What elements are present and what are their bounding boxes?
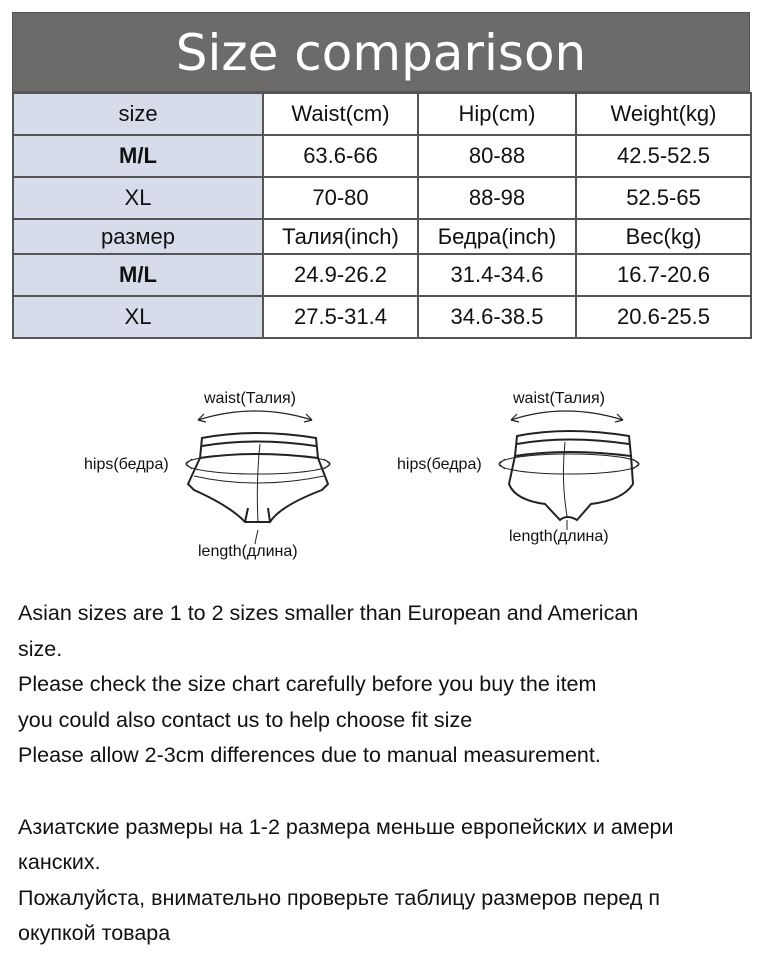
value-cell: 34.6-38.5	[418, 296, 576, 338]
size-cell: XL	[13, 296, 263, 338]
boyshort-diagram	[395, 380, 665, 560]
size-cell: M/L	[13, 254, 263, 296]
size-grid	[12, 92, 752, 339]
value-cell: 63.6-66	[263, 135, 418, 177]
table-row	[13, 135, 751, 177]
table-row	[13, 177, 751, 219]
header-cell: Weight(kg)	[576, 93, 751, 135]
note-line: Please allow 2-3cm differences due to manual measurement.	[18, 743, 601, 767]
header-cell: Талия(inch)	[263, 219, 418, 254]
brief-diagram	[80, 380, 350, 570]
size-cell: XL	[13, 177, 263, 219]
header-cell: Waist(cm)	[263, 93, 418, 135]
value-cell: 31.4-34.6	[418, 254, 576, 296]
brief-illustration	[80, 380, 350, 570]
hips-label: hips(бедра)	[84, 456, 169, 473]
note-line: size.	[18, 636, 63, 661]
length-label: length(длина)	[509, 528, 609, 545]
size-notes	[18, 596, 753, 952]
note-line: you could also contact us to help choose fit size	[18, 707, 473, 732]
value-cell: 42.5-52.5	[576, 135, 751, 177]
table-row	[13, 296, 751, 338]
note-line: Азиатские размеры на 1-2 размера меньше европейских и амери	[18, 814, 674, 839]
note-line: окупкой товара	[18, 921, 171, 945]
value-cell: 88-98	[418, 177, 576, 219]
note-line: Пожалуйста, внимательно проверьте таблицу размеров перед п	[18, 885, 661, 910]
note-line: Please check the size chart carefully before you buy the item	[18, 672, 597, 696]
value-cell: 70-80	[263, 177, 418, 219]
value-cell: 24.9-26.2	[263, 254, 418, 296]
table-row	[13, 254, 751, 296]
value-cell: 52.5-65	[576, 177, 751, 219]
size-cell: M/L	[13, 135, 263, 177]
header-cell: size	[13, 93, 263, 135]
note-line: канских.	[18, 850, 101, 874]
note-gap	[18, 774, 753, 810]
table-row	[13, 93, 751, 135]
length-label: length(длина)	[198, 543, 298, 560]
value-cell: 16.7-20.6	[576, 254, 751, 296]
header-cell: Бедра(inch)	[418, 219, 576, 254]
header-cell: Вес(kg)	[576, 219, 751, 254]
waist-label: waist(Талия)	[204, 390, 296, 407]
waist-label: waist(Талия)	[513, 390, 605, 407]
table-title: Size comparison	[12, 12, 750, 92]
note-line: Asian sizes are 1 to 2 sizes smaller than European and American	[18, 601, 639, 625]
value-cell: 80-88	[418, 135, 576, 177]
header-cell: Hip(cm)	[418, 93, 576, 135]
value-cell: 20.6-25.5	[576, 296, 751, 338]
size-table	[12, 12, 750, 339]
hips-label: hips(бедра)	[397, 456, 482, 473]
value-cell: 27.5-31.4	[263, 296, 418, 338]
header-cell: размер	[13, 219, 263, 254]
table-row	[13, 219, 751, 254]
